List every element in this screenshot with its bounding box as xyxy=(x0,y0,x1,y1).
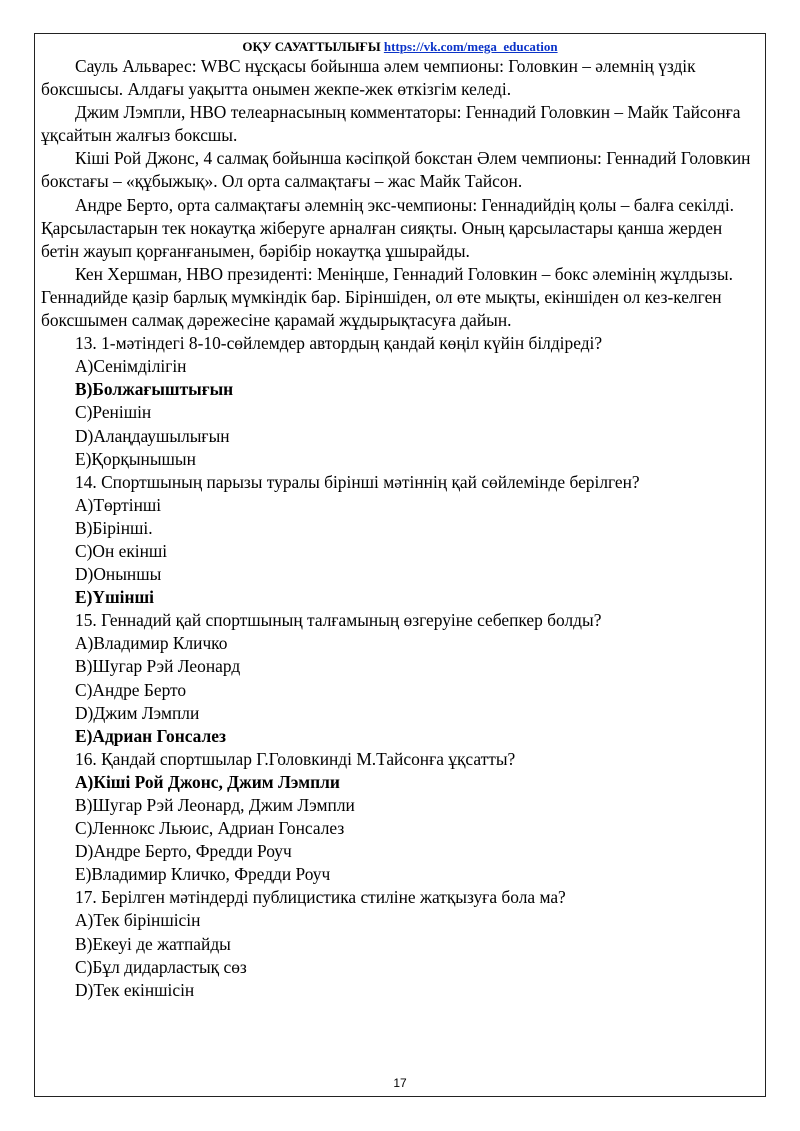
option: D)Алаңдаушылығын xyxy=(75,425,230,446)
option: A)Владимир Кличко xyxy=(75,633,228,654)
option-correct: E)Үшінші xyxy=(75,587,154,608)
option: C)Он екінші xyxy=(75,540,168,561)
option: A)Төртінші xyxy=(75,494,162,515)
option: C)Бұл дидарластық сөз xyxy=(75,956,247,977)
question-block xyxy=(41,332,759,471)
option: D)Тек екіншісін xyxy=(75,979,195,1000)
option-correct: A)Кіші Рой Джонс, Джим Лэмпли xyxy=(75,771,340,792)
question-text: 13. 1-мәтіндегі 8-10-сөйлемдер автордың қандай көңіл күйін білдіреді? xyxy=(75,333,603,354)
option: C)Ренішін xyxy=(75,402,152,423)
question-text: 16. Қандай спортшылар Г.Головкинді М.Тайсонға ұқсатты? xyxy=(75,748,516,769)
question-block xyxy=(41,886,759,1001)
page-header xyxy=(41,38,759,55)
header-link[interactable]: https://vk.com/mega_education xyxy=(383,39,558,54)
question-block xyxy=(41,471,759,610)
option-correct: B)Болжағыштығын xyxy=(75,379,234,400)
option: A)Сенімділігін xyxy=(75,356,187,377)
paragraph: Джим Лэмпли, HBO телеарнасының комментаторы: Геннадий Головкин – Майк Тайсонға ұқсайтын жалғыз боксшы. xyxy=(41,102,741,146)
option: E)Қорқынышын xyxy=(75,448,196,469)
question-text: 15. Геннадий қай спортшының талғамының өзгеруіне себепкер болды? xyxy=(75,610,602,631)
question-text: 17. Берілген мәтіндерді публицистика стиліне жатқызуға бола ма? xyxy=(75,887,566,908)
page-content xyxy=(41,38,759,1002)
option-correct: E)Адриан Гонсалез xyxy=(75,725,226,746)
paragraph: Сауль Альварес: WBC нұсқасы бойынша әлем чемпионы: Головкин – әлемнің үздік боксшысы. Алдағы уақытта онымен жекпе-жек өткізгім келеді. xyxy=(41,56,696,100)
page-number: 17 xyxy=(393,1076,407,1090)
option: D)Андре Берто, Фредди Роуч xyxy=(75,841,292,862)
option: C)Леннокс Льюис, Адриан Гонсалез xyxy=(75,818,345,839)
option: E)Владимир Кличко, Фредди Роуч xyxy=(75,864,331,885)
option: D)Джим Лэмпли xyxy=(75,702,200,723)
option: B)Бірінші. xyxy=(75,517,153,538)
option: C)Андре Берто xyxy=(75,679,187,700)
question-text: 14. Спортшының парызы туралы бірінші мәтіннің қай сөйлемінде берілген? xyxy=(75,471,640,492)
paragraph: Андре Берто, орта салмақтағы әлемнің экс-чемпионы: Геннадийдің қолы – балға секілді. Қарсыластарын тек нокаутқа жіберуге арналған сияқты. Оның қарсыластары қанша жерден бетін жауып қорғанғанымен, бәрібір нокаутқа ұшырайды. xyxy=(41,194,735,261)
question-block xyxy=(41,609,759,748)
option: B)Шугар Рэй Леонард, Джим Лэмпли xyxy=(75,795,355,815)
header-title: ОҚУ САУАТТЫЛЫҒЫ xyxy=(242,39,381,54)
option: A)Тек біріншісін xyxy=(75,910,201,931)
paragraph: Кен Хершман, HBO президенті: Меніңше, Геннадий Головкин – бокс әлемінің жұлдызы. Геннадийде қазір барлық мүмкіндік бар. Біріншіден, ол өте мықты, екіншіден ол кез-келген боксшымен салмақ дәрежесіне қарамай жұдырықтасуға дайын. xyxy=(41,263,733,331)
option: D)Оныншы xyxy=(75,564,162,585)
option: B)Шугар Рэй Леонард xyxy=(75,656,241,677)
question-block xyxy=(41,748,759,887)
paragraph: Кіші Рой Джонс, 4 салмақ бойынша кәсіпқой бокстан Әлем чемпионы: Геннадий Головкин бокстағы – «құбыжық». Ол орта салмақтағы – жас Майк Тайсон. xyxy=(41,148,751,192)
option: B)Екеуі де жатпайды xyxy=(75,933,231,954)
